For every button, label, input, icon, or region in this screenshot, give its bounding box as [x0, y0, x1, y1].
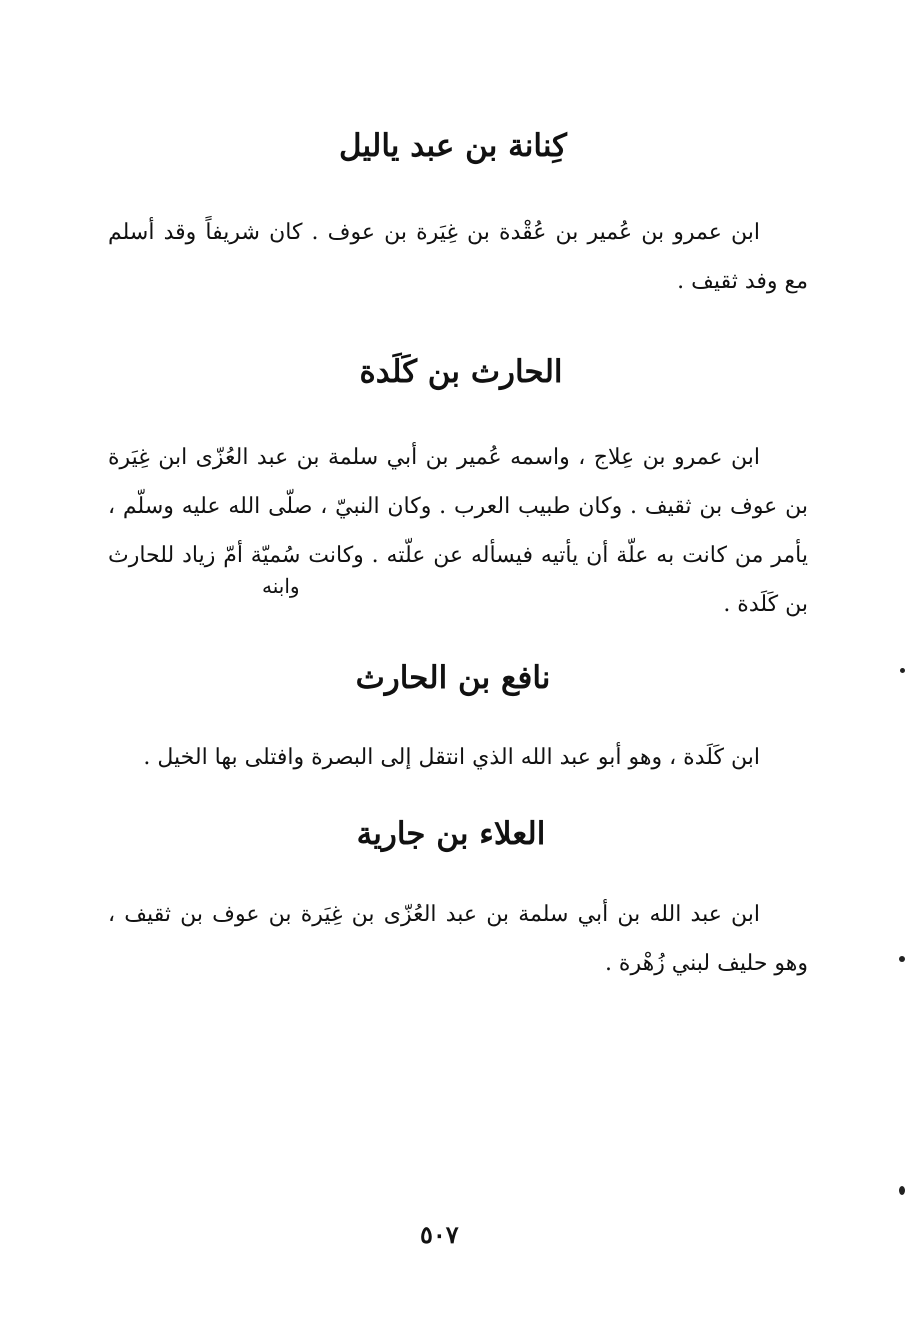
entry-heading: نافع بن الحارث — [355, 660, 551, 696]
scan-speck — [900, 668, 905, 673]
entry-body — [130, 733, 808, 782]
entry-body — [108, 208, 808, 306]
marginal-note: وابنه — [262, 574, 300, 598]
scan-speck — [899, 956, 905, 962]
entry-body — [108, 433, 808, 629]
entry-heading: الحارث بن كَلَدة — [359, 354, 563, 390]
page-number: ٥٠٧ — [420, 1220, 459, 1249]
entry-body-text: ابن عمرو بن عُمير بن عُقْدة بن غِيَرة بن عوف . كان شريفاً وقد أسلم مع وفد ثقيف . — [108, 220, 808, 294]
scan-speck — [899, 1186, 905, 1195]
entry-body-text: ابن عمرو بن عِلاج ، واسمه عُمير بن أبي سلمة بن عبد العُزّى ابن غِيَرة بن عوف بن ثقيف . وكان طبيب العرب . وكان النبيّ ، صلّى الله عليه وسلّم ، يأمر من كانت به علّة أن يأتيه فيسأله عن علّته . وكانت سُميّة أمّ زياد للحارث بن كَلَدة . — [108, 445, 808, 617]
entry-heading: العلاء بن جارية — [356, 816, 546, 852]
entry-body-text: ابن عبد الله بن أبي سلمة بن عبد العُزّى بن غِيَرة بن عوف بن ثقيف ، وهو حليف لبني زُهْرة . — [108, 902, 808, 976]
entry-body — [108, 890, 808, 988]
entry-body-text: ابن كَلَدة ، وهو أبو عبد الله الذي انتقل إلى البصرة وافتلى بها الخيل . — [143, 745, 760, 770]
entry-heading: كِنانة بن عبد ياليل — [339, 128, 567, 164]
